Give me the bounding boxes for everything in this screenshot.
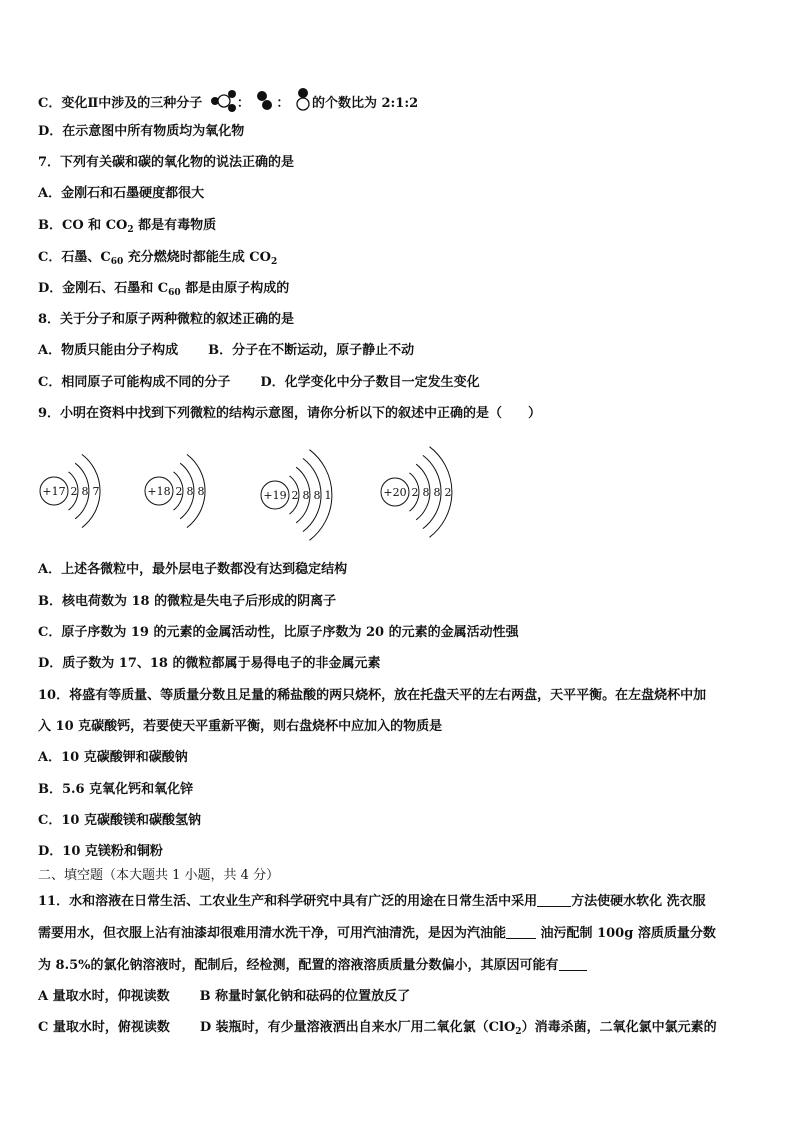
- molecule-2-icon: [254, 88, 276, 114]
- question-10-line2: 入 10 克碳酸钙，若要使天平重新平衡，则右盘烧杯中应加入的物质是: [38, 719, 443, 734]
- question-9: 9．小明在资料中找到下列微粒的结构示意图，请你分析以下的叙述中正确的是（ ）: [38, 406, 542, 421]
- shell-electron-count: 2: [291, 489, 299, 502]
- option-6d: D．在示意图中所有物质均为氧化物: [38, 124, 245, 139]
- question-10-line1: 10．将盛有等质量、等质量分数且足量的稀盐酸的两只烧杯，放在托盘天平的左右两盘，天平平衡。在左盘烧杯中加: [38, 688, 707, 703]
- answer-blank[interactable]: [537, 892, 571, 907]
- option-10a: A．10 克碳酸钾和碳酸钠: [38, 750, 188, 765]
- molecule-1-icon: [207, 88, 237, 114]
- shell-electron-count: 8: [197, 485, 205, 498]
- shell-electron-count: 2: [175, 485, 183, 498]
- option-8cd: [38, 373, 480, 393]
- shell-electron-count: 1: [324, 489, 332, 502]
- question-11-options-cd: C 量取水时，俯视读数 D 装瓶时，有少量溶液洒出自来水厂用二氧化氯（ClO$_2$）消毒杀菌，二氧化氯中氯元素的: [38, 1020, 717, 1037]
- option-7a: A．金刚石和石墨硬度都很大: [38, 186, 205, 201]
- atom-diagram: [145, 454, 205, 527]
- shell-electron-count: 2: [411, 486, 419, 499]
- option-8a: A．物质只能由分子构成: [38, 343, 179, 358]
- option-9b: B．核电荷数为 18 的微粒是失电子后形成的阴离子: [38, 594, 337, 609]
- ratio-separator: ：: [236, 96, 250, 111]
- shell-electron-count: 8: [422, 486, 430, 499]
- question-11-options-ab: [38, 987, 410, 1007]
- option-10b: B．5.6 克氧化钙和氧化锌: [38, 782, 194, 797]
- option-9a: A．上述各微粒中，最外层电子数都没有达到稳定结构: [38, 562, 348, 577]
- atom-diagram: [40, 454, 100, 527]
- option-11a: A 量取水时，仰视读数: [38, 989, 170, 1004]
- ratio-separator: ：: [276, 96, 290, 111]
- shell-electron-count: 2: [70, 485, 78, 498]
- nucleus-charge: +19: [263, 489, 287, 502]
- option-6c: [38, 86, 418, 114]
- shell-electron-count: 8: [81, 485, 89, 498]
- answer-blank[interactable]: [506, 924, 536, 939]
- option-9c: C．原子序数为 19 的元素的金属活动性，比原子序数为 20 的元素的金属活动性强: [38, 625, 519, 640]
- answer-blank[interactable]: [559, 956, 587, 971]
- option-11c: C 量取水时，俯视读数: [38, 1020, 170, 1035]
- option-8ab: [38, 341, 414, 361]
- question-8: 8．关于分子和原子两种微粒的叙述正确的是: [38, 312, 295, 327]
- question-11-line2: 需要用水，但衣服上沾有油漆却很难用清水洗干净，可用汽油清洗，是因为汽油能 油污配制 100g 溶质质量分数: [38, 926, 716, 941]
- shell-electron-count: 8: [313, 489, 321, 502]
- shell-electron-count: 8: [186, 485, 194, 498]
- option-11d: D 装瓶时，有少量溶液洒出自来水厂用二氧化氯（ClO: [199, 1020, 516, 1035]
- option-10d: D．10 克镁粉和铜粉: [38, 844, 163, 859]
- option-6c-text: C．变化Ⅱ中涉及的三种分子: [38, 96, 203, 111]
- option-7d: D．金刚石、石墨和 $C_{60}$ 都是由原子构成的: [38, 281, 290, 298]
- section-2-heading: 二、填空题（本大题共 1 小题，共 4 分）: [38, 868, 280, 883]
- option-8b: B．分子在不断运动，原子静止不动: [208, 343, 415, 358]
- nucleus-charge: +17: [42, 485, 66, 498]
- molecule-3-icon: [294, 86, 312, 114]
- question-11-line1: 11．水和溶液在日常生活、工农业生产和科学研究中具有广泛的用途在日常生活中采用 方法使硬水软化 洗衣服: [38, 894, 706, 909]
- option-9d: D．质子数为 17、18 的微粒都属于易得电子的非金属元素: [38, 656, 381, 671]
- question-7: 7．下列有关碳和碳的氧化物的说法正确的是: [38, 155, 295, 170]
- atom-diagram: [261, 450, 332, 541]
- question-11-line3: 为 8.5%的氯化钠溶液时，配制后，经检测，配置的溶液溶质质量分数偏小，其原因可能有: [38, 956, 587, 976]
- option-6c-tail: 的个数比为 2:1:2: [311, 96, 419, 111]
- shell-electron-count: 2: [444, 486, 452, 499]
- option-7b: B．CO 和 $CO_2$ 都是有毒物质: [38, 218, 217, 235]
- option-8c: C．相同原子可能构成不同的分子: [38, 375, 231, 390]
- option-8d: D．化学变化中分子数目一定发生变化: [260, 375, 480, 390]
- shell-electron-count: 7: [92, 485, 100, 498]
- option-7c: C．石墨、$C_{60}$ 充分燃烧时都能生成 $CO_2$: [38, 250, 278, 267]
- shell-electron-count: 8: [302, 489, 310, 502]
- atom-diagram: [381, 447, 452, 538]
- nucleus-charge: +18: [147, 485, 171, 498]
- nucleus-charge: +20: [383, 486, 407, 499]
- shell-electron-count: 8: [433, 486, 441, 499]
- option-10c: C．10 克碳酸镁和碳酸氢钠: [38, 813, 201, 828]
- option-11b: B 称量时氯化钠和砝码的位置放反了: [199, 989, 411, 1004]
- atom-structure-diagrams: [30, 430, 480, 558]
